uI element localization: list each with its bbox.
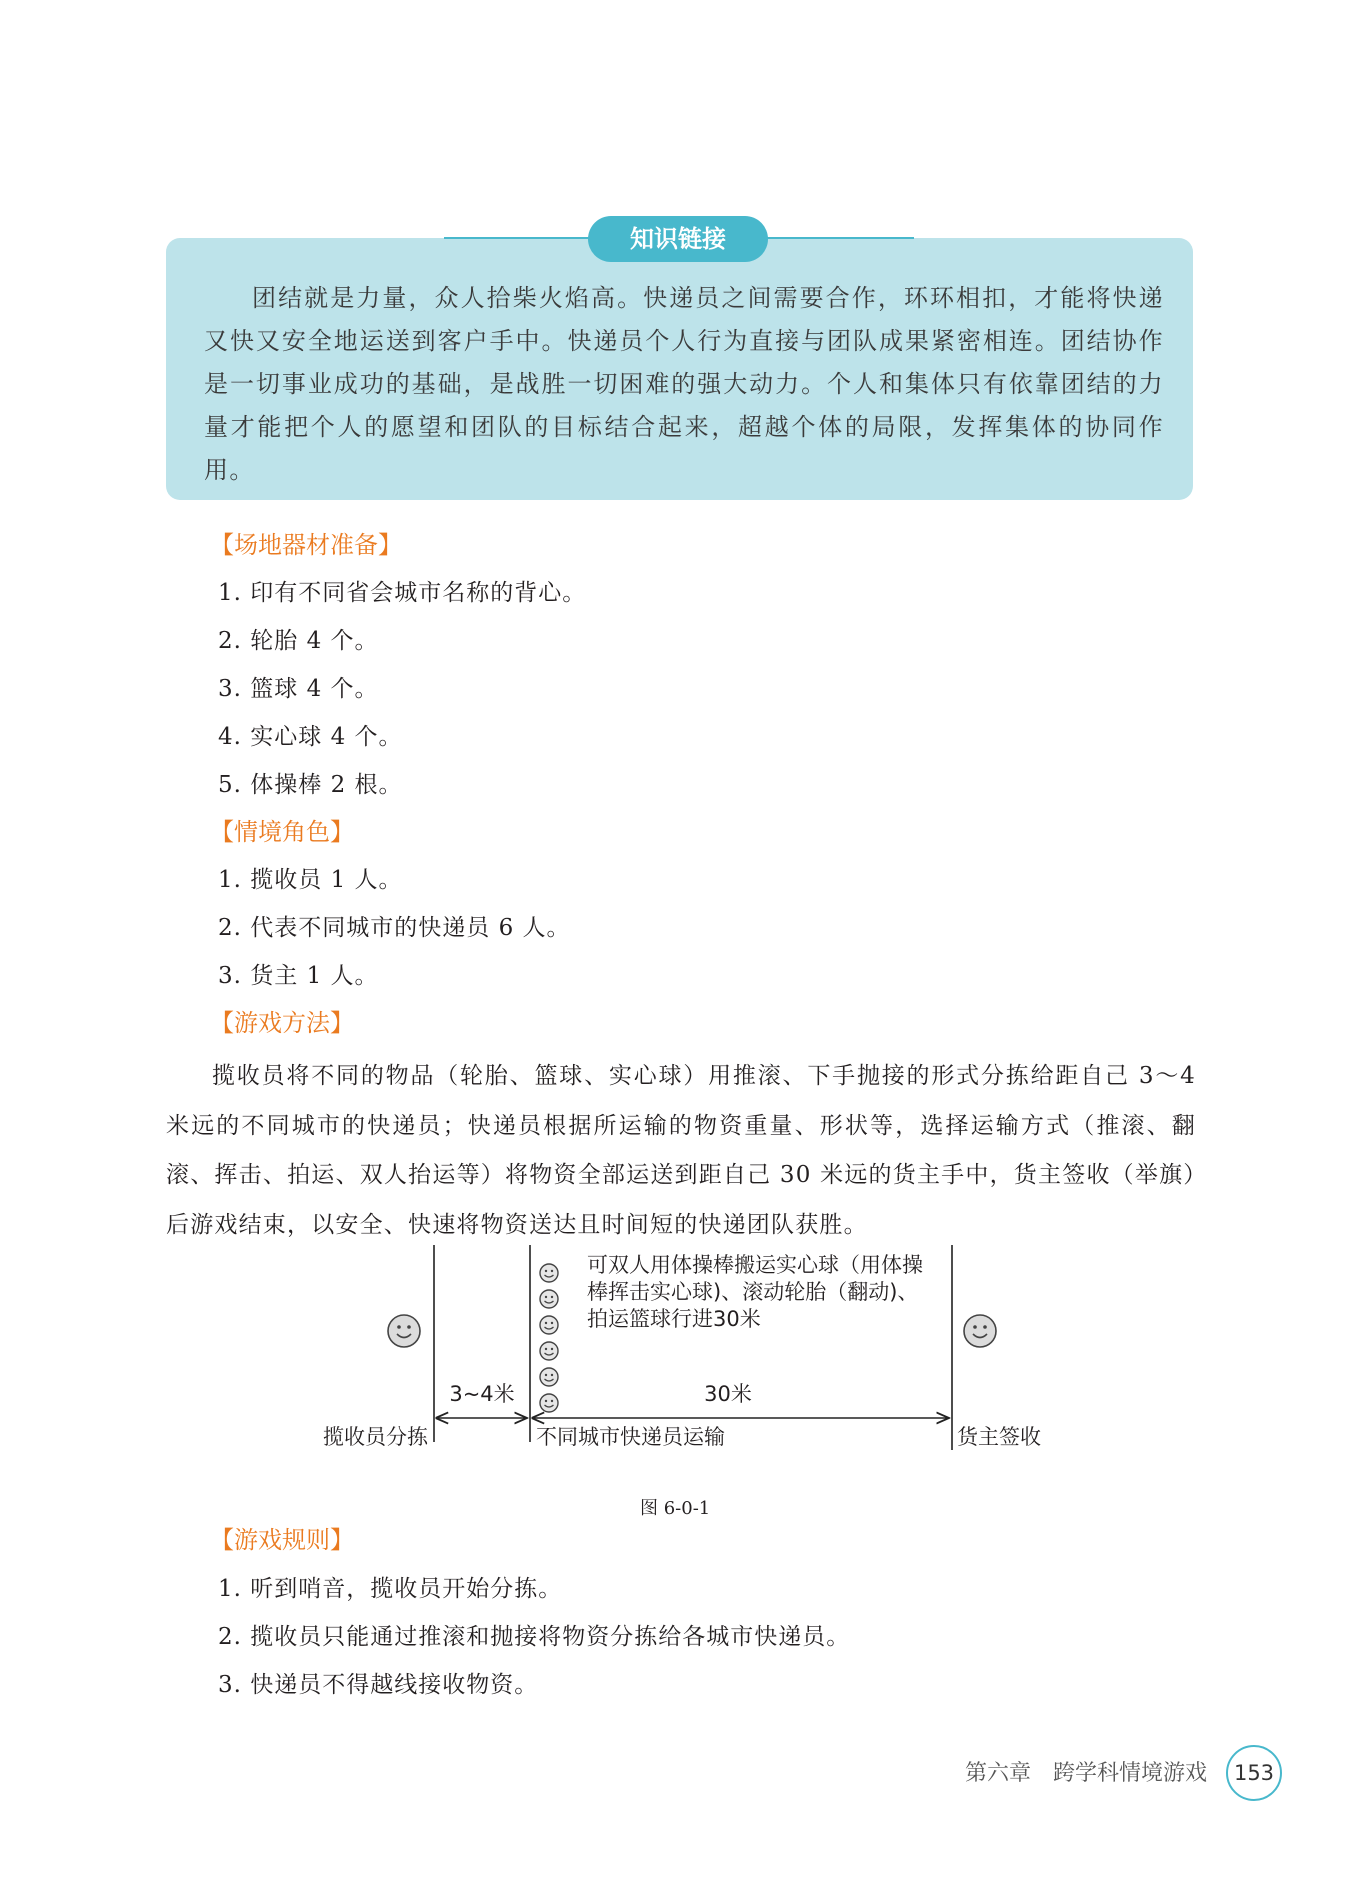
chapter-footer: 第六章 跨学科情境游戏 <box>964 1761 1207 1786</box>
equipment-item: 3. 篮球 4 个。 <box>218 676 379 702</box>
courier-smiley-icon <box>540 1342 558 1360</box>
page-number: 153 <box>1226 1745 1282 1801</box>
couriers-label: 不同城市快递员运输 <box>536 1425 725 1449</box>
knowledge-text: 团结就是力量，众人拾柴火焰高。快递员之间需要合作，环环相扣，才能将快递又快又安全地运送到客户手中。快递员个人行为直接与团队成果紧密相连。团结协作是一切事业成功的基础，是战胜一切困难的强大动力。个人和集体只有依靠团结的力量才能把个人的愿望和团队的目标结合起来，超越个体的局限，发挥集体的协同作用。 <box>204 284 1164 484</box>
equipment-item: 5. 体操棒 2 根。 <box>218 772 403 798</box>
rules-item: 2. 揽收员只能通过推滚和抛接将物资分拣给各城市快递员。 <box>218 1624 851 1650</box>
roles-heading: 【情境角色】 <box>210 818 354 846</box>
rules-heading: 【游戏规则】 <box>210 1526 354 1554</box>
equipment-heading: 【场地器材准备】 <box>210 531 402 559</box>
equipment-item: 4. 实心球 4 个。 <box>218 724 403 750</box>
collector-label: 揽收员分拣 <box>323 1425 428 1449</box>
figure-caption: 图 6-0-1 <box>640 1498 711 1519</box>
figure-note-line: 拍运篮球行进30米 <box>587 1307 761 1331</box>
courier-smiley-icon <box>540 1394 558 1412</box>
courier-smiley-icon <box>540 1368 558 1386</box>
game-diagram <box>300 1240 1080 1470</box>
roles-item: 2. 代表不同城市的快递员 6 人。 <box>218 915 571 941</box>
roles-item: 1. 揽收员 1 人。 <box>218 867 403 893</box>
knowledge-tag: 知识链接 <box>588 216 768 262</box>
courier-smiley-icon <box>540 1264 558 1282</box>
distance-long-label: 30米 <box>704 1382 752 1406</box>
equipment-item: 1. 印有不同省会城市名称的背心。 <box>218 580 587 606</box>
method-heading: 【游戏方法】 <box>210 1009 354 1037</box>
tag-line-left <box>444 237 590 239</box>
owner-label: 货主签收 <box>957 1425 1041 1449</box>
collector-smiley-icon <box>388 1315 420 1347</box>
rules-item: 1. 听到哨音，揽收员开始分拣。 <box>218 1576 563 1602</box>
owner-smiley-icon <box>964 1315 996 1347</box>
method-text: 揽收员将不同的物品（轮胎、篮球、实心球）用推滚、下手抛接的形式分拣给距自己 3～4 米远的不同城市的快递员；快递员根据所运输的物资重量、形状等，选择运输方式（推滚、翻滚、挥击、拍运、双人抬运等）将物资全部运送到距自己 30 米远的货主手中，货主签收（举旗）后游戏结束，以安全、快速将物资送达且时间短的快递团队获胜。 <box>166 1063 1196 1238</box>
figure-note-line: 棒挥击实心球)、滚动轮胎（翻动)、 <box>587 1280 919 1304</box>
courier-smiley-icon <box>540 1316 558 1334</box>
tag-line-right <box>766 237 914 239</box>
distance-short-label: 3~4米 <box>449 1382 515 1406</box>
courier-smiley-icon <box>540 1290 558 1308</box>
figure-note-line: 可双人用体操棒搬运实心球（用体操 <box>587 1253 923 1277</box>
roles-item: 3. 货主 1 人。 <box>218 963 379 989</box>
equipment-item: 2. 轮胎 4 个。 <box>218 628 379 654</box>
rules-item: 3. 快递员不得越线接收物资。 <box>218 1672 539 1698</box>
